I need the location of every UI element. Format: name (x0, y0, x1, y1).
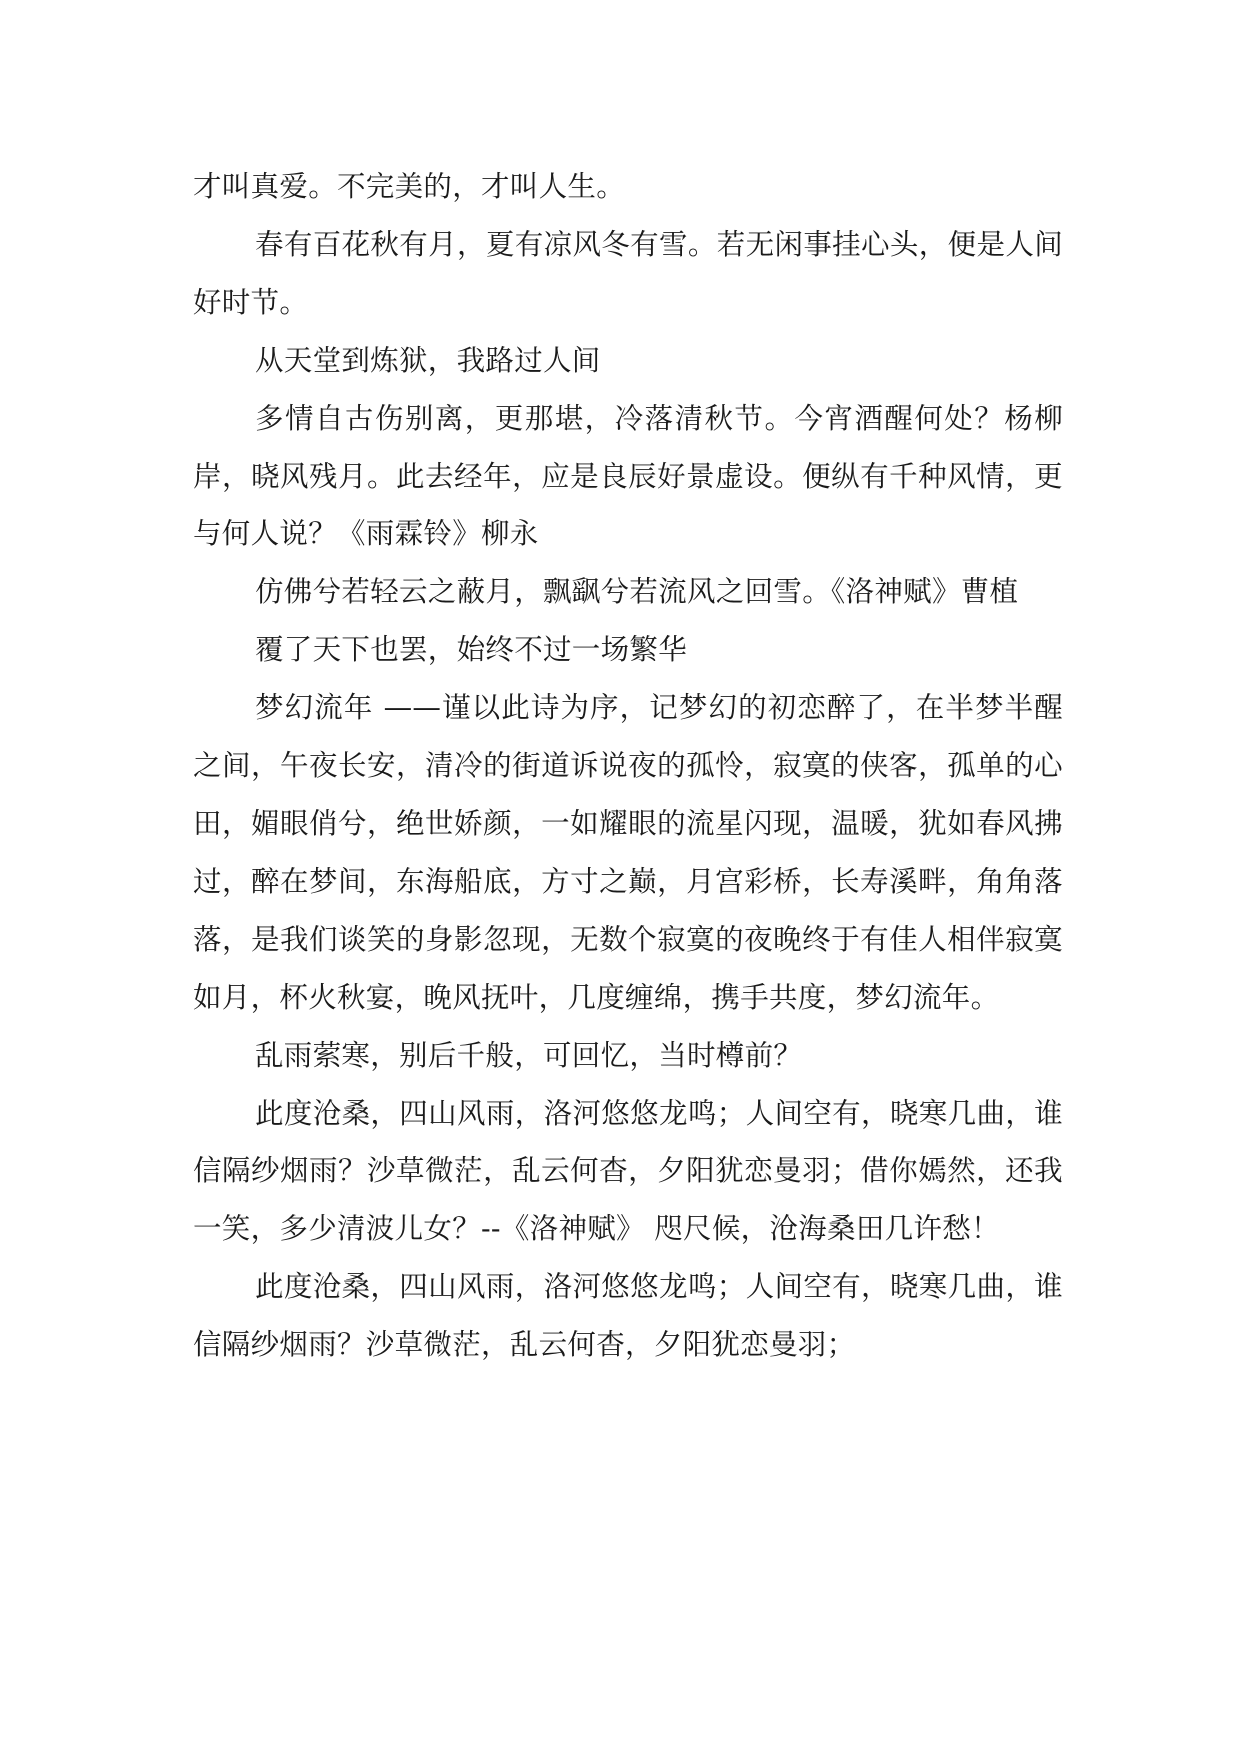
paragraph: 春有百花秋有月，夏有凉风冬有雪。若无闲事挂心头，便是人间好时节。 (193, 227, 1063, 319)
paragraph: 才叫真爱。不完美的，才叫人生。 (193, 170, 626, 203)
paragraph: 仿佛兮若轻云之蔽月，飘飖兮若流风之回雪。《洛神赋》曹植 (255, 575, 1019, 609)
paragraph: 乱雨萦寒，别后千般，可回忆，当时樽前？ (255, 1038, 803, 1072)
paragraph: 从天堂到炼狱，我路过人间 (255, 343, 601, 377)
paragraph: 覆了天下也罢，始终不过一场繁华 (255, 633, 688, 667)
paragraph: 此度沧桑，四山风雨，洛河悠悠龙鸣；人间空有，晓寒几曲，谁信隔纱烟雨？沙草微茫，乱云何杳，夕阳犹恋曼羽； (193, 1270, 1063, 1362)
paragraph: 多情自古伤别离，更那堪，冷落清秋节。今宵酒醒何处？杨柳岸，晓风残月。此去经年，应是良辰好景虚设。便纵有千种风情，更与何人说？《雨霖铃》柳永 (193, 401, 1063, 551)
document-body (193, 158, 1063, 1374)
paragraph: 梦幻流年 ——谨以此诗为序，记梦幻的初恋醉了，在半梦半醒之间，午夜长安，清冷的街道诉说夜的孤怜，寂寞的侠客，孤单的心田，媚眼俏兮，绝世娇颜，一如耀眼的流星闪现，温暖，犹如春风拂过，醉在梦间，东海船底，方寸之巅，月宫彩桥，长寿溪畔，角角落落，是我们谈笑的身影忽现，无数个寂寞的夜晚终于有佳人相伴寂寞如月，杯火秋宴，晚风抚叶，几度缠绵，携手共度，梦幻流年。 (193, 691, 1063, 1014)
paragraph: 此度沧桑，四山风雨，洛河悠悠龙鸣；人间空有，晓寒几曲，谁信隔纱烟雨？沙草微茫，乱云何杳，夕阳犹恋曼羽；借你嫣然，还我一笑，多少清波儿女？--《洛神赋》 咫尺候，沧海桑田几许愁！ (193, 1096, 1063, 1246)
